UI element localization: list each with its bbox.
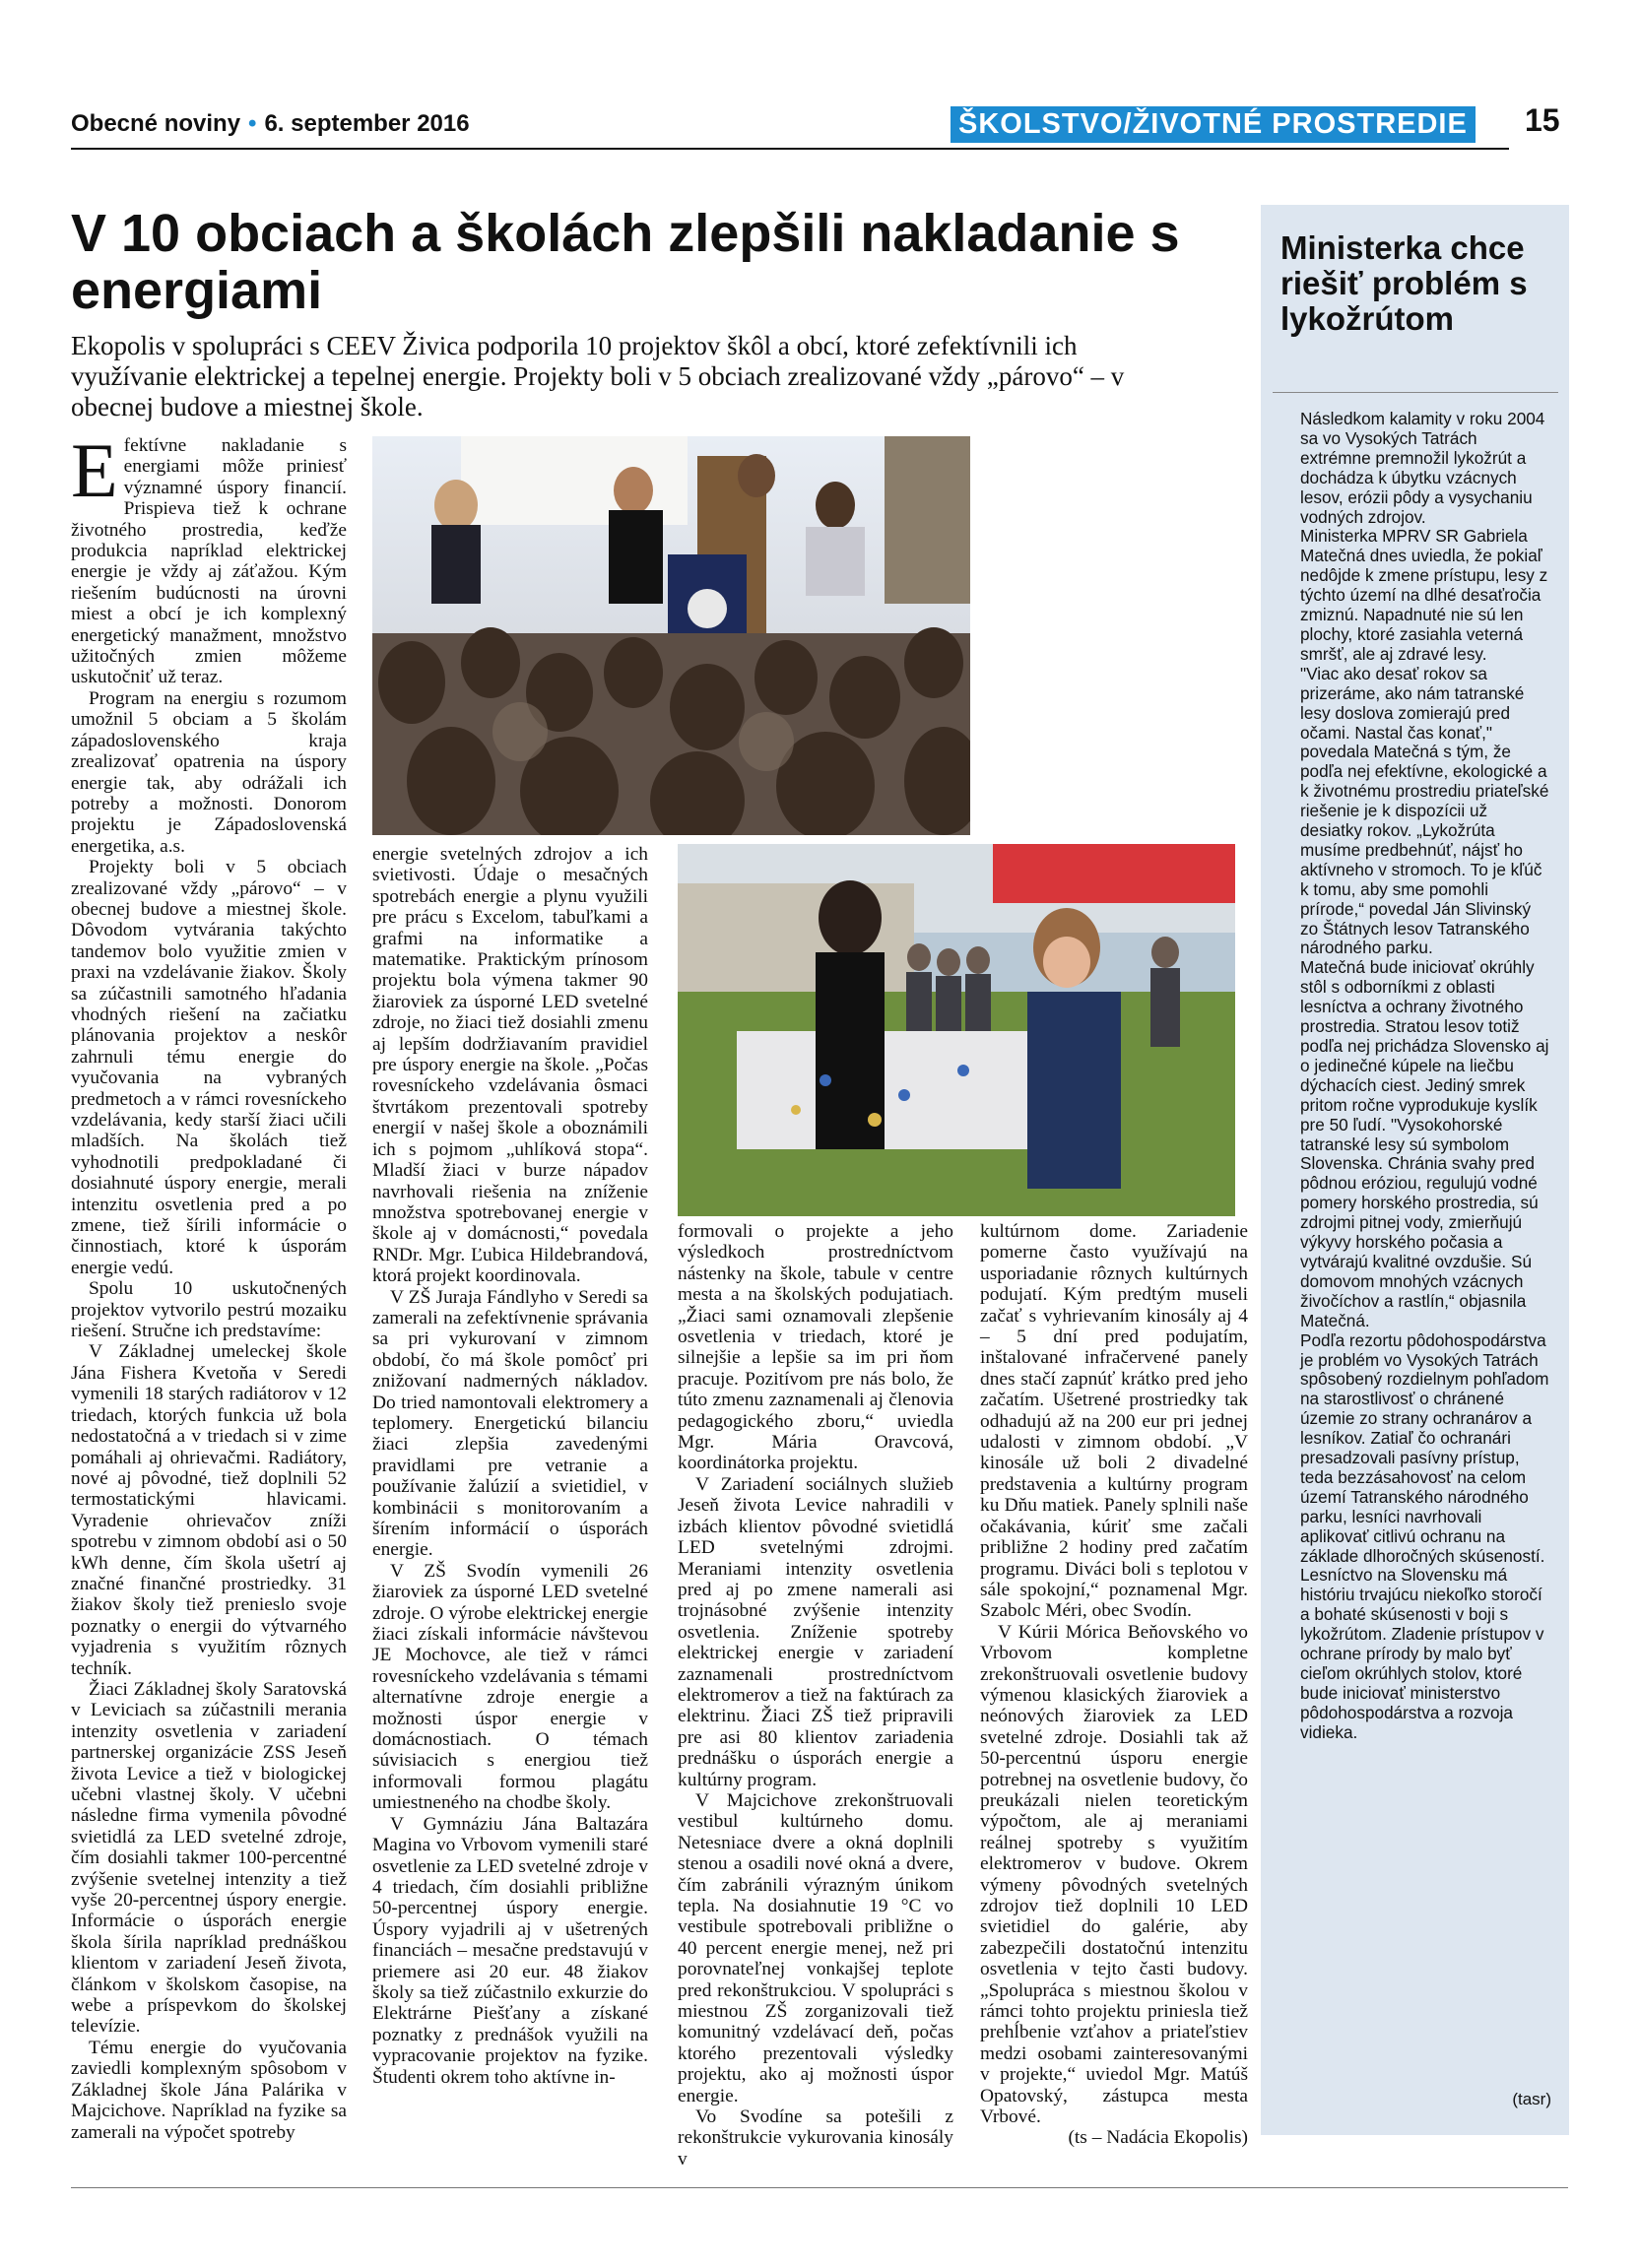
article-paragraph: V ZŠ Svodín vymenili 26 žiaroviek za úsporné LED svetelné zdroje. O výrobe elektrickej energie žiaci získali informácie návštevou JE Mochovce, ale tiež v rámci rovesníckeho vzdelávania s témami alternatívne zdroje energie a možnosti úspor energie v domácnostiach. O témach súvisiacich s energiou tiež informovali formou plagátu umiestneného na chodbe školy. [372,1560,648,1814]
header-rule [71,148,1509,150]
article-headline: V 10 obciach a školách zlepšili nakladanie s energiami [71,204,1180,320]
article-signature: (ts – Nadácia Ekopolis) [1068,2127,1248,2149]
section-label: ŠKOLSTVO/ŽIVOTNÉ PROSTREDIE [951,106,1476,143]
article-paragraph: Žiaci Základnej školy Saratovská v Leviciach sa zúčastnili merania intenzity osvetlenia v zariadení partnerskej organizácie ZSS Jeseň života Levice a tiež v biologickej učebni vlastnej školy. V učebni následne firma vymenila pôvodné svietidlá za LED svetelné zdroje, čím dosiahli takmer 100-percentné zvýšenie svetelnej intenzity a tiež vyše 20-percentnej úspory energie. Informácie o úsporách energie škola šírila napríklad prednáškou klientom v zariadení Jeseň života, článkom v školskom časopise, na webe a príspevkom do školskej televízie. [71,1678,347,2038]
sidebar-signature: (tasr) [1512,2090,1551,2108]
drop-cap: E [71,427,118,513]
article-paragraph: V ZŠ Juraja Fándlyho v Seredi sa zamerali na zefektívnenie správania sa pri vykurovaní v zimnom období, čo má škole pomôcť pri znižovaní nadmerných nákladov. Do tried namontovali elektromery a teplomery. Energetickú bilanciu žiaci zlepšia zavedenými pravidlami pre vetranie a používanie žalúzií a svietidiel, v kombinácii s monitorovaním a šírením informácií o úsporách energie. [372,1286,648,1561]
paper-name: Obecné noviny [71,110,241,137]
sidebar-paragraph: Matečná bude iniciovať okrúhly stôl s odborníkmi z oblasti lesníctva a ochrany životného prostredia. Stratou lesov totiž podľa nej prichádza Slovensko aj o jedinečné kúpele na liečbu dýchacích ciest. Jediný smrek pritom ročne vyprodukuje kyslík pre 50 ľudí. "Vysokohorské tatranské lesy sú symbolom Slovenska. Chránia svahy pred pôdnou eróziou, regulujú vodné pomery horského prostredia, sú zdrojmi pitnej vody, zmierňujú výkyvy horského počasia a vytvárajú kvalitné ovzdušie. Sú domovom mnohých vzácnych živočíchov a rastlín,“ objasnila Matečná. [1300,957,1549,1330]
sidebar-paragraph: "Viac ako desať rokov sa prizeráme, ako nám tatranské lesy doslova zomierajú pred očami. Nastal čas konať," povedala Matečná s tým, že podľa nej efektívne, ekologické a k životnému prostrediu priateľské riešenie je k dispozícii už desiatky rokov. „Lykožrúta musíme predbehnúť, nájsť ho aktívneho v stromoch. To je kľúč k tomu, aby sme pomohli prírode,“ povedal Ján Slivinský zo Štátnych lesov Tatranského národného parku. [1300,663,1549,958]
article-column-4 [980,1221,1248,2149]
sidebar-paragraph: Podľa rezortu pôdohospodárstva je problém vo Vysokých Tatrách spôsobený rozdielnym pohľadom na starostlivosť o chránené územie zo strany ochranárov a lesníkov. Zatiaľ čo ochranári presadzovali pasívny prístup, teda bezzásahovosť na celom území Tatranského národného parku, lesníci navrhovali aplikovať citlivú ochranu na základe dlhoročných skúseností. Lesníctvo na Slovensku má históriu trvajúcu niekoľko storočí a bohaté skúsenosti v boji s lykožrútom. Zladenie prístupov v ochrane prírody by malo byť cieľom okrúhlych stolov, ktoré bude iniciovať ministerstvo pôdohospodárstva a rozvoja vidieka. [1300,1329,1549,1742]
article-paragraph: energie svetelných zdrojov a ich svietivosti. Údaje o mesačných spotrebách energie a plynu využili pre prácu s Excelom, tabuľkami a grafmi na informatike a matematike. Praktickým prínosom projektu bola výmena takmer 90 žiaroviek za úsporné LED svetelné zdroje, no žiaci tiež dosiahli zmenu aj lepším dodržiavaním pravidiel pre úspory energie na škole. „Počas rovesníckeho vzdelávania ôsmaci štvrtákom prezentovali spotreby energií v našej škole a oboznámili ich s pojmom „uhlíková stopa“. Mladší žiaci v burze nápadov navrhovali riešenia na zníženie množstva spotrebovanej energie v škole aj v domácnosti,“ povedala RNDr. Mgr. Ľubica Hildebrandová, ktorá projekt koordinovala. [372,844,648,1287]
article-column-3 [678,1221,953,2170]
photo-outdoor-activity [678,844,1235,1216]
article-paragraph: formovali o projekte a jeho výsledkoch prostredníctvom nástenky na škole, tabule v centre mesta a na školských podujatiach. „Žiaci sami oznamovali zlepšenie osvetlenia v triedach, ktoré je silnejšie a lepšie sa im pri ňom pracuje. Pozitívom pre nás bolo, že túto zmenu zaznamenali aj členovia pedagogického zboru,“ uviedla Mgr. Mária Oravcová, koordinátorka projektu. [678,1221,953,1474]
article-paragraph: V Gymnáziu Jána Baltazára Magina vo Vrbovom vymenili staré osvetlenie za LED svetelné zdroje v 4 triedach, čím dosiahli približne 50-percentnej úspory energie. Úspory vyjadrili aj v ušetrených financiách – mesačne predstavujú v priemere asi 20 eur. 48 žiakov školy sa tiež zúčastnilo exkurzie do Elektrárne Piešťany a získané poznatky z prednášok využili na vypracovanie projektov na fyzike. Študenti okrem toho aktívne in- [372,1813,648,2088]
classroom-presentation-photo [372,436,970,835]
sidebar-body [1300,410,1551,1743]
article-paragraph: Vo Svodíne sa potešili z rekonštrukcie vykurovania kinosály v [678,2106,953,2170]
article-paragraph: Program na energiu s rozumom umožnil 5 obciam a 5 školám západoslovenského kraja zrealizovať opatrenia na úspory energie tak, aby odrážali ich potreby a možnosti. Donorom projektu je Západoslovenská energetika, a.s. [71,687,347,857]
article-paragraph: kultúrnom dome. Zariadenie pomerne často využívajú na usporiadanie rôznych kultúrnych podujatí. Kým predtým museli začať s vyhrievaním kinosály aj 4 – 5 dní pred podujatím, inštalované infračervené panely dnes stačí zapnúť krátko pred jeho začatím. Ušetrené prostriedky tak odhadujú až na 200 eur pri jednej udalosti v zimnom období. „V kinosále už boli 2 divadelné predstavenia a kultúrny program ku Dňu matiek. Panely splnili naše očakávania, kúriť sme začali približne 2 hodiny pred začatím programu. Diváci boli s teplotou v sále spokojní,“ poznamenal Mgr. Szabolc Méri, obec Svodín. [980,1221,1248,1622]
sidebar-paragraph: Ministerka MPRV SR Gabriela Matečná dnes uviedla, že pokiaľ nedôjde k zmene prístupu, lesy z týchto území na dlhé desaťročia zmiznú. Napadnuté nie sú len plochy, ktoré zasiahla veterná smršť, ale aj zdravé lesy. [1300,526,1548,664]
article-paragraph: V Majcichove zrekonštruovali vestibul kultúrneho domu. Netesniace dvere a okná doplnili stenou a osadili nové okná a dvere, čím zabránili výrazným únikom tepla. Na dosiahnutie 19 °C vo vestibule spotrebovali približne o 40 percent energie menej, než pri porovnateľnej vonkajšej teplote pred rekonštrukciou. V spolupráci s miestnou ZŠ zorganizovali tiež komunitný vzdelávací deň, počas ktorého prezentovali výsledky projektu, ako aj možnosti úspor energie. [678,1789,953,2106]
article-column-2 [372,844,648,2088]
page-number: 15 [1525,102,1560,138]
article-paragraph: Efektívne nakladanie s energiami môže priniesť významné úspory financií. Prispieva tiež k ochrane životného prostredia, keďže produkcia napríklad elektrickej energie je vždy aj záťažou. Kým riešením budúcnosti na úrovni miest a obcí je ich komplexný energetický manažment, množstvo užitočných zmien môžeme uskutočniť už teraz. [71,427,347,688]
separator-dot: • [248,110,257,137]
footer-rule [71,2187,1568,2188]
article-paragraph: V Zariadení sociálnych služieb Jeseň života Levice nahradili v izbách klientov pôvodné svietidlá LED svetelnými zdrojmi. Meraniami intenzity osvetlenia pred aj po zmene namerali asi trojnásobné zvýšenie intenzity osvetlenia. Zníženie spotreby elektrickej energie v zariadení zaznamenali prostredníctvom elektromerov a tiež na faktúrach za elektrinu. Žiaci ZŠ tiež pripravili pre asi 80 klientov zariadenia prednášku o úsporách energie a kultúrny program. [678,1473,953,1790]
article-paragraph: Tému energie do vyučovania zaviedli komplexným spôsobom v Základnej škole Jána Palárika v Majcichove. Napríklad na fyzike sa zamerali na výpočet spotreby [71,2037,347,2143]
article-paragraph: Spolu 10 uskutočnených projektov vytvorilo pestrú mozaiku riešení. Stručne ich predstavíme: [71,1278,347,1342]
article-column-1 [71,427,347,2143]
article-paragraph: V Základnej umeleckej škole Jána Fishera Kvetoňa v Seredi vymenili 18 starých radiátorov v 12 triedach, ktorých funkcia už bola nedostatočná a v triedach si v zime pomáhali aj ohrievačmi. Radiátory, nové aj pôvodné, tiež doplnili 52 termostatickými hlavicami. Vyradenie ohrievačov zníži spotrebu v zimnom období asi o 50 kWh denne, čím škola ušetrí aj značné finančné prostriedky. 31 žiakov školy tiež prenieslo svoje poznatky o energii do výtvarného vyjadrenia s využitím rôznych techník. [71,1341,347,1679]
article-paragraph: Projekty boli v 5 obciach zrealizované vždy „párovo“ – v obecnej budove a miestnej škole. Dôvodom vytvárania takýchto tandemov bolo využitie zmien v praxi na vzdelávanie žiakov. Školy sa zúčastnili samotného hľadania vhodných riešení na začiatku plánovania projektov a neskôr zahrnuli tému energie do vyučovania na vybraných predmetoch a v rámci rovesníckeho vzdelávania, kedy starší žiaci učili mladších. Na školách tiež vyhodnotili predpokladané či dosiahnuté úspory energie, merali intenzitu osvetlenia pred a po zmene, tiež šírili informácie o činnostiach, ktoré k úsporám energie vedú. [71,857,347,1278]
sidebar-headline: Ministerka chce riešiť problém s lykožrútom [1280,229,1528,337]
sidebar-rule [1273,392,1558,393]
issue-date: 6. september 2016 [264,110,470,137]
photo-student-assembly [372,436,970,835]
sidebar-paragraph: Následkom kalamity v roku 2004 sa vo Vysokých Tatrách extrémne premnožil lykožrút a dochádza k úbytku vzácnych lesov, erózii pôdy a vysychaniu vodných zdrojov. [1300,409,1545,527]
students-outdoor-table-photo [678,844,1235,1216]
masthead [71,110,470,138]
article-paragraph: V Kúrii Mórica Beňovského vo Vrbovom kompletne zrekonštruovali osvetlenie budovy výmenou klasických žiaroviek a neónových žiaroviek za LED svetelné zdroje. Dosiahli tak až 50-percentnú úsporu energie potrebnej na osvetlenie budovy, čo preukázali nielen teoretickým výpočtom, ale aj meraniami reálnej spotreby s využitím elektromerov v budove. Okrem výmeny pôvodných svetelných zdrojov tiež doplnili 10 LED svietidiel do galérie, aby zabezpečili dostatočnú intenzitu osvetlenia v tejto časti budovy. „Spolupráca s miestnou školou v rámci tohto projektu priniesla tiež prehĺbenie vzťahov a priateľstiev medzi osobami zainteresovanými v projekte,“ uviedol Mgr. Matúš Opatovský, zástupca mesta Vrbové. [980,1621,1248,2128]
article-lead: Ekopolis v spolupráci s CEEV Živica podporila 10 projektov škôl a obcí, ktoré zefektívnili ich využívanie elektrickej a tepelnej energie. Projekty boli v 5 obciach zrealizované vždy „párovo“ – v obecnej budove a miestnej škole. [71,331,1125,421]
